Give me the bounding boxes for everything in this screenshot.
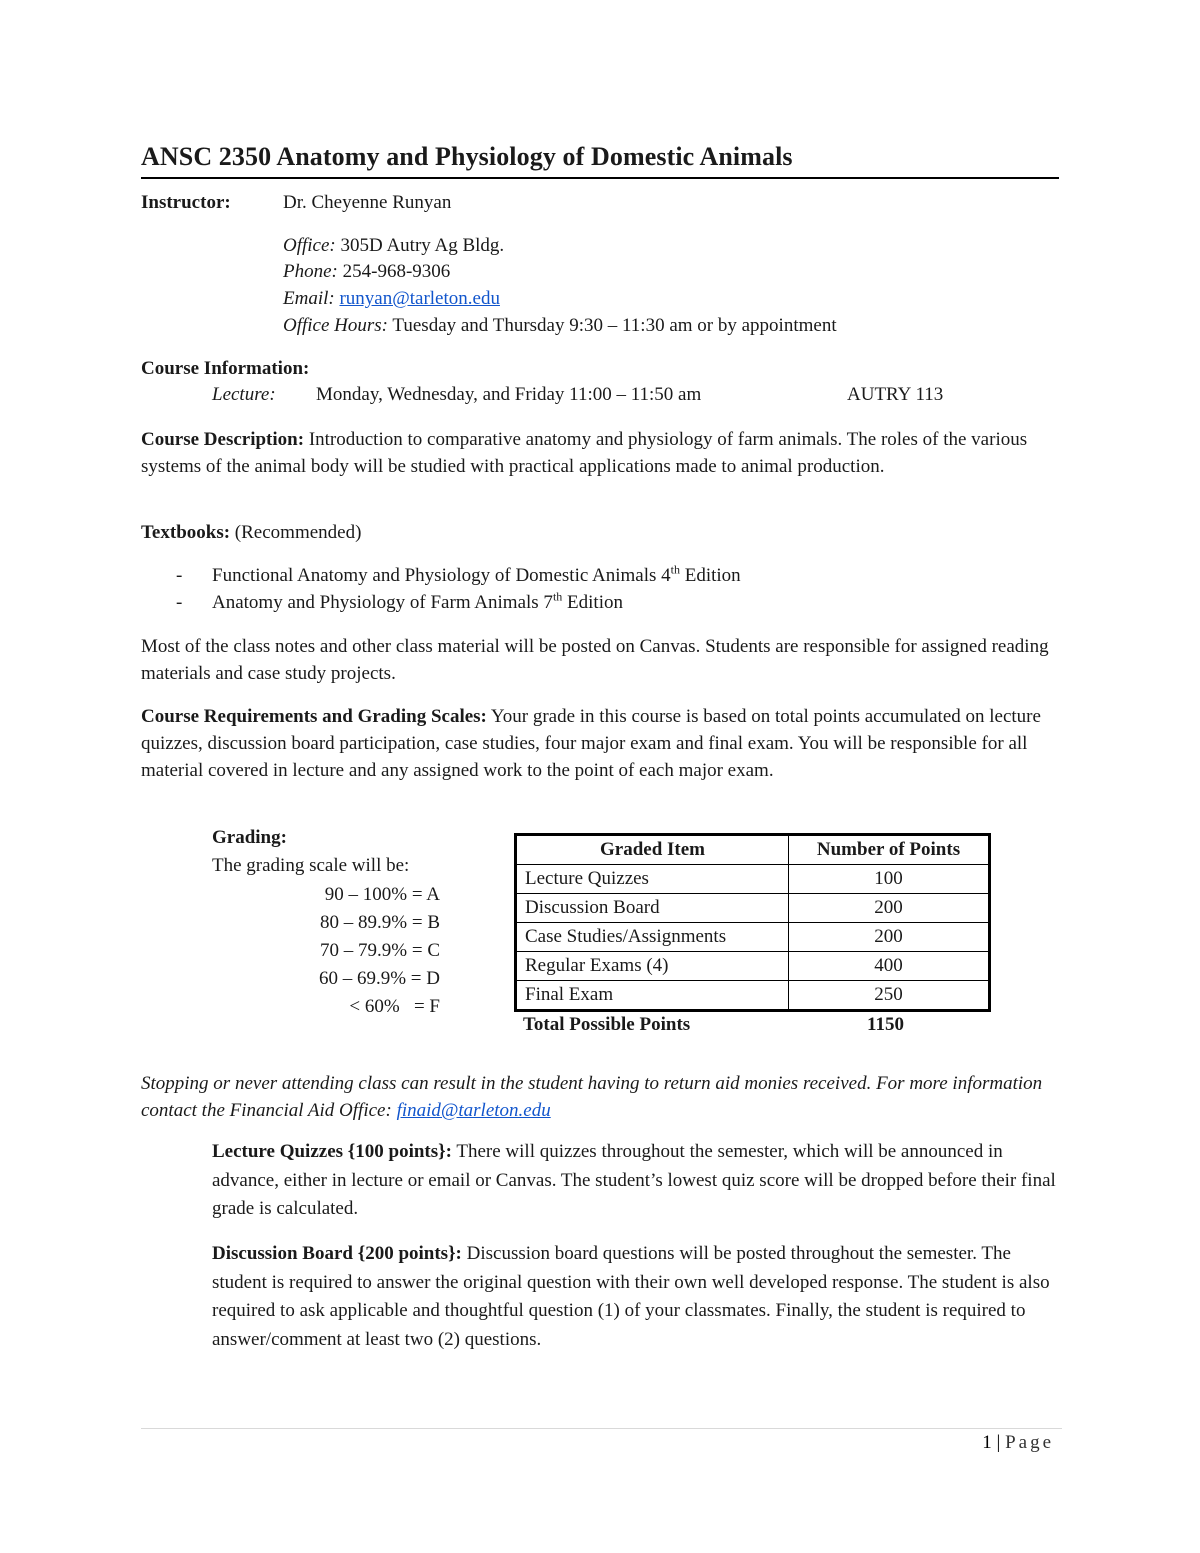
phone-line (283, 261, 450, 283)
table-header-points: Number of Points (789, 835, 990, 865)
total-points-value: 1150 (867, 1014, 904, 1035)
lecture-quizzes-text: There will quizzes throughout the semester, which will be announced in advance, either in lecture or email or Canvas. The student’s lowest quiz score will be dropped before their final grade is calculated. (212, 1141, 1056, 1219)
footer-rule (141, 1428, 1062, 1429)
canvas-note: Most of the class notes and other class material will be posted on Canvas. Students are responsible for assigned reading materials and case study projects. (141, 636, 1049, 684)
discussion-board-label: Discussion Board {200 points}: (212, 1243, 462, 1264)
table-cell-points: 250 (789, 981, 990, 1011)
office-label: Office: (283, 235, 336, 256)
grading-intro: The grading scale will be: (212, 855, 410, 876)
office-value: 305D Autry Ag Bldg. (335, 235, 505, 256)
page-word: Page (1005, 1432, 1054, 1453)
lecture-room: AUTRY 113 (847, 384, 944, 405)
grading-label: Grading: (212, 827, 287, 848)
textbook-title: Functional Anatomy and Physiology of Domestic Animals 4 (212, 565, 671, 586)
table-row (516, 923, 990, 952)
textbook-edition: Edition (562, 592, 623, 613)
table-header-row (516, 835, 990, 865)
email-line (283, 288, 500, 310)
textbook-edition-sup: th (670, 562, 680, 577)
textbook-title: Anatomy and Physiology of Farm Animals 7 (212, 592, 553, 613)
instructor-label: Instructor: (141, 192, 231, 213)
table-row (516, 952, 990, 981)
financial-aid-email-link[interactable]: finaid@tarleton.edu (396, 1100, 551, 1121)
table-cell-points: 200 (789, 894, 990, 923)
table-cell-item: Discussion Board (516, 894, 789, 923)
discussion-board-text: Discussion board questions will be posted throughout the semester. The student is required to answer the original question with their own well developed response. The student is also required to ask applicable and thoughtful question (1) of your classmates. Finally, the student is required to answer/comment at least two (2) questions. (212, 1243, 1050, 1350)
textbook-edition: Edition (679, 565, 741, 586)
course-info-label: Course Information: (141, 358, 310, 379)
table-cell-item: Lecture Quizzes (516, 865, 789, 894)
table-cell-item: Case Studies/Assignments (516, 923, 789, 952)
table-row (516, 894, 990, 923)
textbook-bullet: - (176, 592, 183, 613)
instructor-name: Dr. Cheyenne Runyan (283, 192, 452, 213)
textbooks-note: (Recommended) (230, 522, 362, 543)
total-points-label: Total Possible Points (523, 1014, 691, 1035)
email-label: Email: (283, 288, 335, 309)
grade-scale-row: 60 – 69.9% = D (318, 968, 440, 989)
course-requirements (141, 703, 1056, 784)
office-hours-line (283, 315, 837, 337)
page-footer (982, 1432, 1054, 1454)
table-row (516, 865, 990, 894)
table-cell-points: 400 (789, 952, 990, 981)
lecture-quizzes-label: Lecture Quizzes {100 points}: (212, 1141, 452, 1162)
grade-scale-row: 90 – 100% = A (324, 884, 440, 905)
table-cell-item: Regular Exams (4) (516, 952, 789, 981)
grade-scale-row: < 60% = F (349, 996, 440, 1017)
textbook-item (212, 562, 741, 587)
course-description (141, 426, 1056, 480)
discussion-board-section (212, 1240, 1058, 1354)
textbooks-heading (141, 522, 361, 544)
instructor-email-link[interactable]: runyan@tarleton.edu (339, 288, 500, 309)
course-requirements-text: Your grade in this course is based on total points accumulated on lecture quizzes, discussion board participation, case studies, four major exam and final exam. You will be responsible for all material covered in lecture and any assigned work to the point of each major exam. (141, 706, 1041, 781)
textbooks-label: Textbooks: (141, 522, 231, 543)
table-header-graded-item: Graded Item (516, 835, 789, 865)
textbook-bullet: - (176, 565, 183, 586)
title-rule (141, 177, 1059, 179)
lecture-time: Monday, Wednesday, and Friday 11:00 – 11:50 am (316, 384, 702, 405)
table-cell-points: 200 (789, 923, 990, 952)
textbook-item (212, 589, 623, 614)
page-separator: | (991, 1432, 1006, 1453)
page-number: 1 (982, 1432, 992, 1453)
lecture-quizzes-section (212, 1138, 1058, 1224)
course-requirements-label: Course Requirements and Grading Scales: (141, 706, 487, 727)
phone-label: Phone: (283, 261, 338, 282)
course-description-label: Course Description: (141, 429, 305, 450)
course-description-text: Introduction to comparative anatomy and physiology of farm animals. The roles of the various systems of the animal body will be studied with practical applications made to animal production. (141, 429, 1028, 477)
office-line (283, 235, 504, 257)
grade-scale-row: 80 – 89.9% = B (320, 912, 440, 933)
textbook-edition-sup: th (552, 589, 563, 604)
table-row (516, 981, 990, 1011)
grade-scale-row: 70 – 79.9% = C (320, 940, 440, 961)
lecture-label: Lecture: (212, 384, 276, 405)
office-hours-label: Office Hours: (283, 315, 389, 336)
office-hours-value: Tuesday and Thursday 9:30 – 11:30 am or by appointment (388, 315, 837, 336)
financial-aid-note (141, 1070, 1056, 1124)
table-cell-item: Final Exam (516, 981, 789, 1011)
phone-value: 254-968-9306 (337, 261, 451, 282)
document-title: ANSC 2350 Anatomy and Physiology of Domestic Animals (141, 142, 793, 171)
financial-aid-text: Stopping or never attending class can result in the student having to return aid monies received. For more information contact the Financial Aid Office: (141, 1073, 1043, 1121)
points-table (514, 833, 991, 1012)
table-cell-points: 100 (789, 865, 990, 894)
